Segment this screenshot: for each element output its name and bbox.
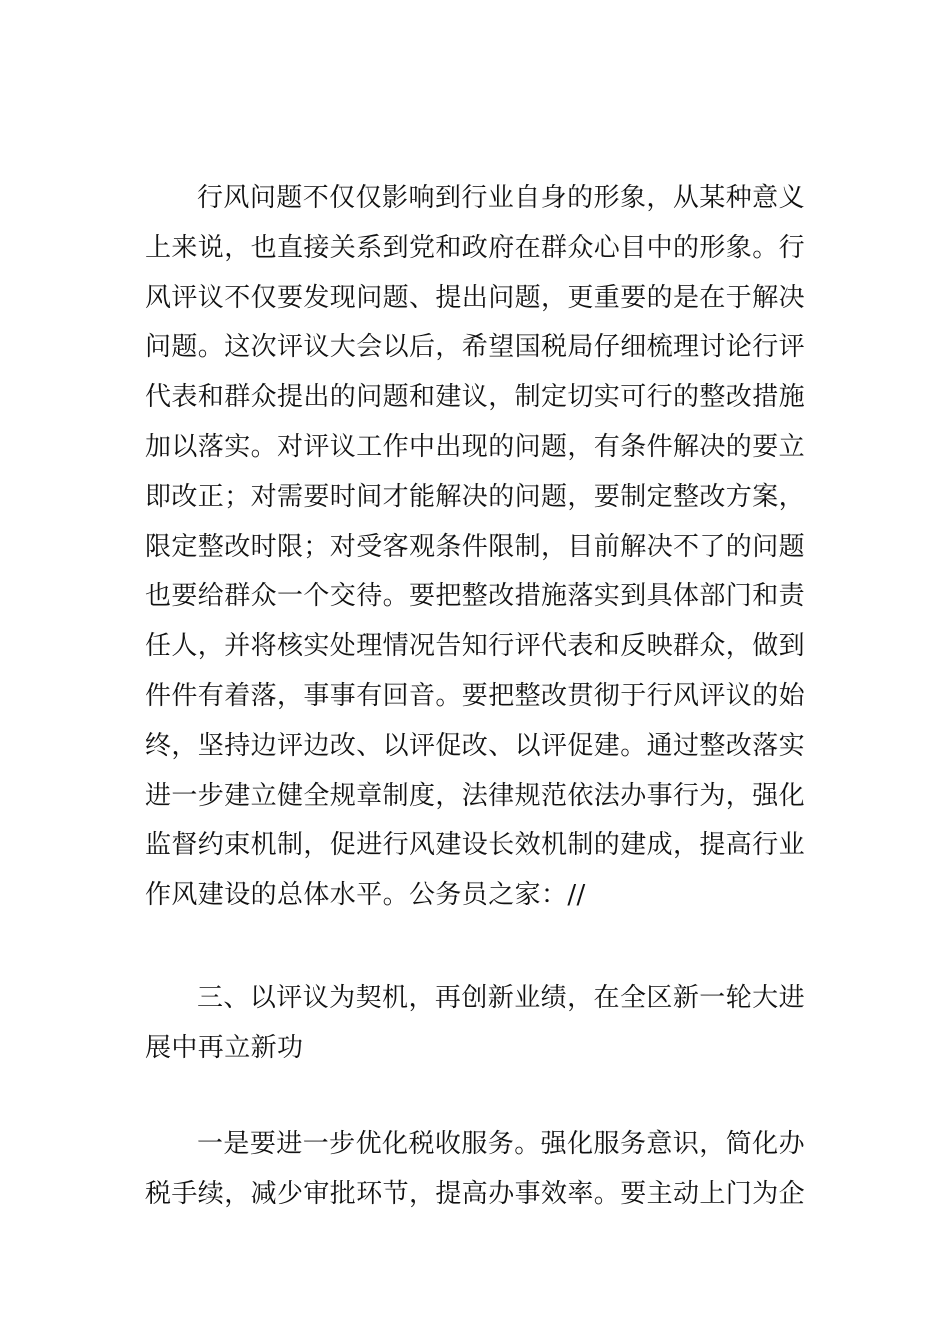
paragraph-tax-service: 一是要进一步优化税收服务。强化服务意识，简化办税手续，减少审批环节，提高办事效率。要主动上门为企: [145, 1129, 806, 1209]
document-page: [145, 0, 805, 1344]
section-heading-three: 三、以评议为契机，再创新业绩，在全区新一轮大进展中再立新功: [145, 983, 805, 1063]
paragraph-rectification: 行风问题不仅仅影响到行业自身的形象，从某种意义上来说，也直接关系到党和政府在群众心目中的形象。行风评议不仅要发现问题、提出问题，更重要的是在于解决问题。这次评议大会以后，希望国税局仔细梳理讨论行评代表和群众提出的问题和建议，制定切实可行的整改措施加以落实。对评议工作中出现的问题，有条件解决的要立即改正；对需要时间才能解决的问题，要制定整改方案，限定整改时限；对受客观条件限制，目前解决不了的问题也要给群众一个交待。要把整改措施落实到具体部门和责任人，并将核实处理情况告知行评代表和反映群众，做到件件有着落，事事有回音。要把整改贯彻于行风评议的始终，坚持边评边改、以评促改、以评促建。通过整改落实进一步建立健全规章制度，法律规范依法办事行为，强化监督约束机制，促进行风建设长效机制的建成，提高行业作风建设的总体水平。公务员之家：//: [145, 183, 806, 911]
